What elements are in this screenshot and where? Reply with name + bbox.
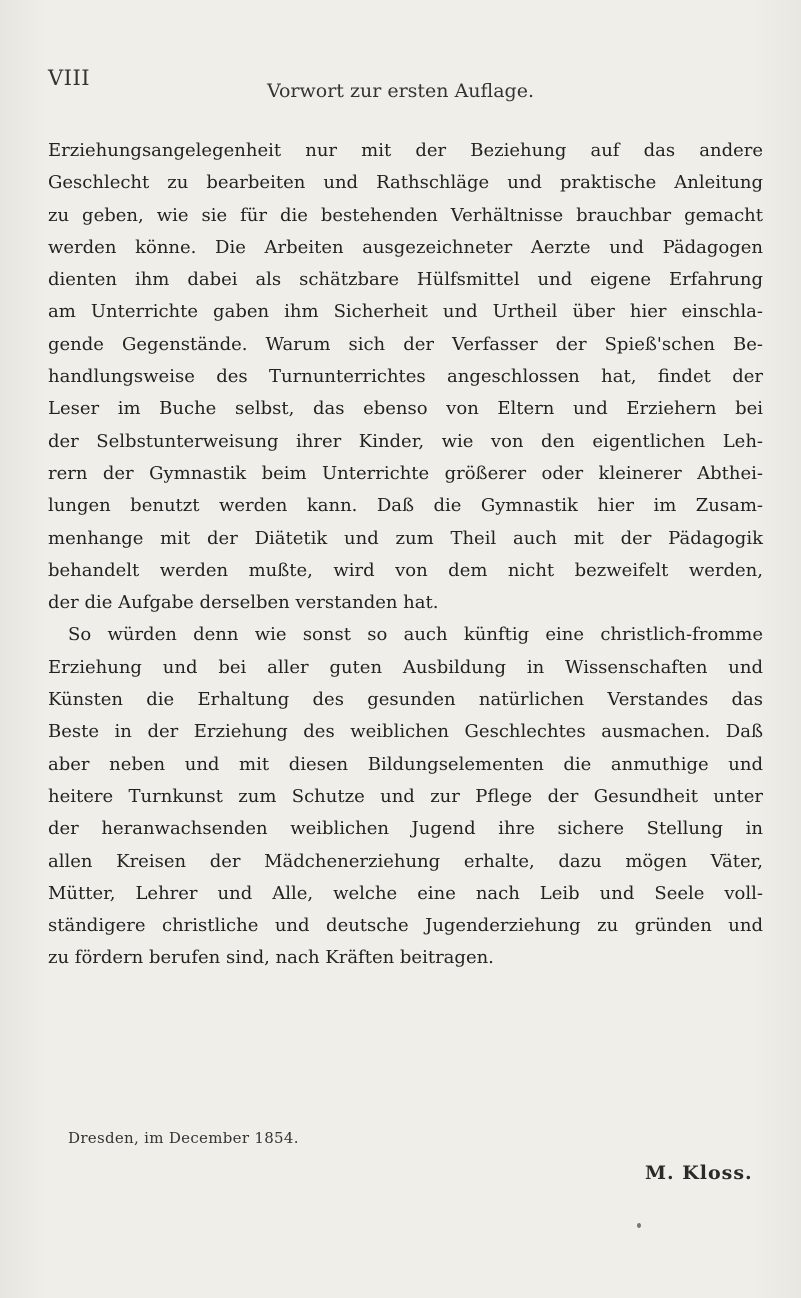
text-line: zu fördern berufen sind, nach Kräften beitragen.: [48, 947, 494, 969]
running-head: Vorwort zur ersten Auflage.: [267, 80, 534, 102]
text-line: heitere Turnkunst zum Schutze und zur Pflege der Gesundheit unter: [48, 785, 763, 807]
text-line: aber neben und mit diesen Bildungselementen die anmuthige und: [48, 753, 763, 775]
text-line: zu geben, wie sie für die bestehenden Verhältnisse brauchbar gemacht: [48, 204, 763, 226]
text-line: lungen benutzt werden kann. Daß die Gymnastik hier im Zusam-: [48, 495, 763, 517]
body-text: [48, 135, 763, 975]
text-line: allen Kreisen der Mädchenerziehung erhalte, dazu mögen Väter,: [48, 850, 763, 872]
text-line: dienten ihm dabei als schätzbare Hülfsmittel und eigene Erfahrung: [48, 269, 763, 291]
dateline: Dresden, im December 1854.: [68, 1129, 299, 1147]
text-line: der heranwachsenden weiblichen Jugend ihre sichere Stellung in: [48, 818, 763, 840]
text-line: der die Aufgabe derselben verstanden hat.: [48, 592, 439, 614]
text-line: Geschlecht zu bearbeiten und Rathschläge und praktische Anleitung: [48, 172, 763, 194]
text-line: Beste in der Erziehung des weiblichen Geschlechtes ausmachen. Daß: [48, 721, 763, 743]
text-line: rern der Gymnastik beim Unterrichte größerer oder kleinerer Abthei-: [48, 462, 763, 484]
text-line: Künsten die Erhaltung des gesunden natürlichen Verstandes das: [48, 689, 763, 711]
page-header: [48, 66, 753, 108]
text-line: der Selbstunterweisung ihrer Kinder, wie von den eigentlichen Leh-: [48, 430, 763, 452]
text-line: behandelt werden mußte, wird von dem nicht bezweifelt werden,: [48, 559, 763, 581]
text-line: Leser im Buche selbst, das ebenso von Eltern und Erziehern bei: [48, 398, 763, 420]
text-line: Erziehungsangelegenheit nur mit der Beziehung auf das andere: [48, 140, 763, 161]
text-line: So würden denn wie sonst so auch künftig eine christlich-fromme: [68, 624, 763, 646]
paper-speck: [637, 1223, 641, 1228]
text-line: Mütter, Lehrer und Alle, welche eine nach Leib und Seele voll-: [48, 882, 763, 904]
signature: M. Kloss.: [645, 1162, 753, 1184]
page-number: VIII: [48, 66, 91, 90]
text-line: werden könne. Die Arbeiten ausgezeichneter Aerzte und Pädagogen: [48, 236, 763, 258]
text-line: am Unterrichte gaben ihm Sicherheit und Urtheil über hier einschla-: [48, 301, 763, 323]
text-line: menhange mit der Diätetik und zum Theil auch mit der Pädagogik: [48, 527, 763, 549]
text-line: gende Gegenstände. Warum sich der Verfasser der Spieß'schen Be-: [48, 333, 763, 355]
text-line: handlungsweise des Turnunterrichtes angeschlossen hat, findet der: [48, 366, 763, 388]
text-line: Erziehung und bei aller guten Ausbildung in Wissenschaften und: [48, 656, 763, 678]
text-line: ständigere christliche und deutsche Jugenderziehung zu gründen und: [48, 915, 763, 937]
